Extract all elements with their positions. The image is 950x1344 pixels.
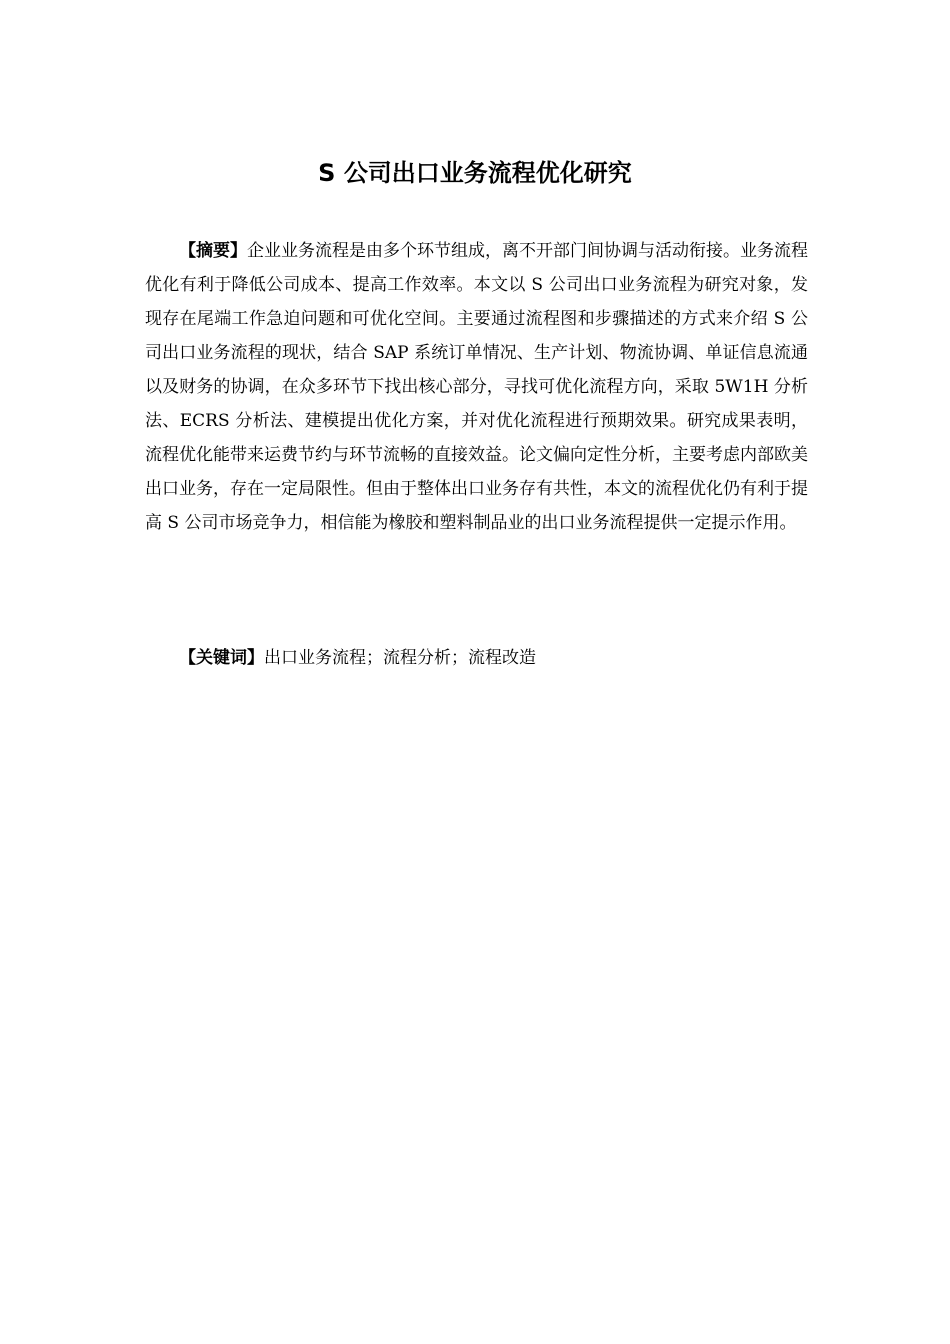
keywords-paragraph (145, 641, 808, 675)
abstract-text: 企业业务流程是由多个环节组成，离不开部门间协调与活动衔接。业务流程优化有利于降低公司成本、提高工作效率。本文以 S 公司出口业务流程为研究对象，发现存在尾端工作急迫问题和可优化空间。主要通过流程图和步骤描述的方式来介绍 S 公司出口业务流程的现状，结合 SAP 系统订单情况、生产计划、物流协调、单证信息流通以及财务的协调，在众多环节下找出核心部分，寻找可优化流程方向，采取 5W1H 分析法、ECRS 分析法、建模提出优化方案，并对优化流程进行预期效果。研究成果表明，流程优化能带来运费节约与环节流畅的直接效益。论文偏向定性分析，主要考虑内部欧美出口业务，存在一定局限性。但由于整体出口业务存有共性，本文的流程优化仍有利于提高 S 公司市场竞争力，相信能为橡胶和塑料制品业的出口业务流程提供一定提示作用。 (145, 241, 808, 533)
page-title: S 公司出口业务流程优化研究 (318, 159, 632, 187)
keywords-text: 出口业务流程；流程分析；流程改造 (264, 648, 536, 668)
abstract-label: 【摘要】 (179, 241, 247, 261)
abstract-paragraph (145, 234, 808, 540)
keywords-label: 【关键词】 (179, 648, 264, 668)
